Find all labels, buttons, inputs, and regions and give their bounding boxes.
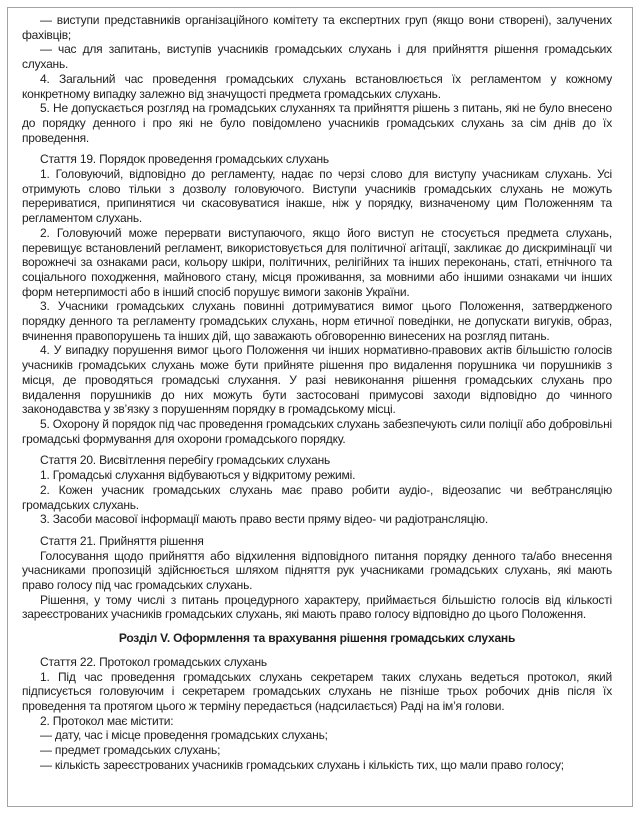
list-item: — кількість зареєстрованих учасників громадських слухань і кількість тих, що мали право голосу; <box>40 757 564 772</box>
paragraph: 1. Під час проведення громадських слухань секретарем таких слухань ведеться протокол, який підписується головуючим і секретарем громадських слухань не пізніше трьох робочих днів після їх проведення та протягом цього ж терміну передається (надсилається) Раді на ім’я голови. <box>22 669 612 713</box>
article-heading: Стаття 21. Прийняття рішення <box>40 533 204 548</box>
paragraph: Рішення, у тому числі з питань процедурного характеру, приймається більшістю голосів від кількості зареєстрованих учасників громадських слухань, які мають право голосу відповідно до цього Положення. <box>22 592 612 622</box>
list-item: — дату, час і місце проведення громадських слухань; <box>40 728 328 743</box>
list-item: — виступи представників організаційного комітету та експертних груп (якщо вони створені), залучених фахівців; <box>22 13 612 42</box>
list-item: — час для запитань, виступів учасників громадських слухань і для прийняття рішення громадських слухань. <box>22 42 612 72</box>
paragraph: 5. Охорону й порядок під час проведення громадських слухань забезпечують сили поліції або добровільні громадські формування для охорони громадського порядку. <box>22 416 612 446</box>
paragraph: 3. Засоби масової інформації мають право вести пряму відео- чи радіотрансляцію. <box>40 512 488 527</box>
paragraph: 4. Загальний час проведення громадських слухань встановлюється їх регламентом у кожному конкретному випадку залежно від значущості предмета громадських слухань. <box>22 71 612 101</box>
paragraph: 4. У випадку порушення вимог цього Положення чи інших нормативно-правових актів більшістю голосів учасників громадських слухань може бути прийняте рішення про видалення порушника чи порушників з місця, де проводяться громадські слухання. У разі невиконання рішення громадських слухань про видалення порушників до них можуть бути застосовані примусові заходи відповідно до чинного законодавства у зв’язку з порушенням порядку в громадському місці. <box>22 343 612 417</box>
paragraph: 1. Громадські слухання відбуваються у відкритому режимі. <box>40 468 356 483</box>
section-heading: Розділ V. Оформлення та врахування рішення громадських слухань <box>118 631 516 646</box>
paragraph: 5. Не допускається розгляд на громадських слуханнях та прийняття рішень з питань, які не було внесено до порядку денного і про які не було повідомлено учасників громадських слухань за сім днів до їх проведення. <box>22 101 612 145</box>
paragraph: 2. Кожен учасник громадських слухань має право робити аудіо-, відеозапис чи вебтрансляцію громадських слухань. <box>22 482 612 512</box>
paragraph: 3. Учасники громадських слухань повинні дотримуватися вимог цього Положення, затвердженого порядку денного та регламенту громадських слухань, норм етичної поведінки, не допускати вигуків, образ, вчинення правопорушень та інших дій, що заважають обговоренню винесених на розгляд питань. <box>22 299 612 343</box>
document-body <box>22 13 612 772</box>
article-heading: Стаття 20. Висвітлення перебігу громадських слухань <box>40 453 331 468</box>
paragraph: 1. Головуючий, відповідно до регламенту, надає по черзі слово для виступу учасникам слухань. Усі отримують слово тільки з дозволу головуючого. Виступи учасників громадських слухань не можуть перериватися, припинятися чи скасовуватися інакше, ніж у порядку, визначеному цим Положенням та регламентом слухань. <box>22 167 612 226</box>
paragraph: Голосування щодо прийняття або відхилення відповідного питання порядку денного та/або внесення учасниками пропозицій здійснюється шляхом підняття рук учасниками громадських слухань, які мають право голосу під час громадських слухань. <box>22 548 612 593</box>
paragraph: 2. Протокол має містити: <box>40 713 174 728</box>
article-heading: Стаття 19. Порядок проведення громадських слухань <box>40 152 329 167</box>
list-item: — предмет громадських слухань; <box>40 743 221 758</box>
paragraph: 2. Головуючий може перервати виступаючого, якщо його виступ не стосується предмета слухань, перевищує встановлений регламент, використовується для політичної агітації, закликає до дискримінації чи ворожнечі за ознаками раси, кольору шкіри, політичних, релігійних та інших переконань, статі, етнічного та соціального походження, майнового стану, місця проживання, за мовними або іншими ознаками чи інших форм нетерпимості або в інший спосіб порушує вимоги законів України. <box>22 225 612 299</box>
document-page <box>7 7 633 807</box>
article-heading: Стаття 22. Протокол громадських слухань <box>40 654 267 669</box>
